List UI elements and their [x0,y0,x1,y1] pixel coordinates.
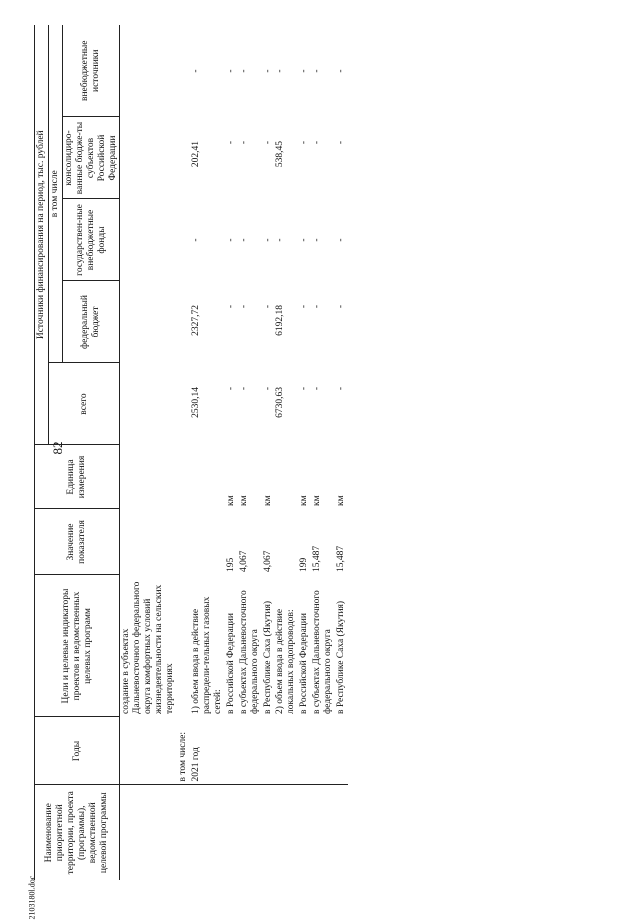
cell-unit [274,445,298,509]
cell-consolidated: - [225,141,236,145]
header-total: всего [48,363,120,445]
cell-year [238,717,262,785]
cell-state: - [299,238,310,242]
header-state-funds: государствен-ные внебюджетные фонды [62,199,120,281]
cell-consolidated: 538,45 [275,141,286,168]
table-row [274,25,298,880]
cell-federal: - [238,305,249,309]
cell-goal: в Российской Федерации [299,613,310,714]
cell-goal: в Республике Саха (Якутия) [262,600,273,714]
cell-consolidated: 202,41 [190,141,201,168]
cell-federal: - [336,305,347,309]
cell-consolidated [177,117,190,199]
cell-name [262,785,275,880]
header-consolidated: консолидиро-ванные бюдже-ты субъектов Российской Федерации [62,117,120,199]
cell-name [311,785,335,880]
cell-state [177,199,190,281]
cell-goal: 2) объем ввода в действие локальных водопроводов: [275,608,297,714]
header-unit: Единица измерения [35,445,120,509]
cell-unit [190,445,225,509]
cell-unit: км [262,495,273,506]
cell-year [225,717,238,785]
cell-total [120,363,177,445]
cell-unit: км [225,495,236,506]
cell-year [120,717,177,785]
cell-name [274,785,298,880]
cell-state: - [336,238,347,242]
cell-value: 4,067 [262,550,273,572]
cell-state: - [275,238,286,242]
cell-goal: в субъектах Дальневосточного федерального округа [238,590,260,714]
landscape-table-container [34,25,604,880]
table-row [238,25,262,880]
cell-extra: - [262,69,273,73]
table-row [177,25,190,880]
cell-federal: 2327,72 [190,305,201,336]
cell-goal [177,575,190,717]
header-value: Значение показателя [35,509,120,575]
header-years: Годы [35,717,120,785]
cell-year [335,717,348,785]
header-sources: Источники финансирования на период, тыс. рублей [35,25,49,445]
cell-name [225,785,238,880]
cell-total: 6730,63 [275,387,286,418]
cell-state [120,199,177,281]
cell-unit: км [312,495,323,506]
cell-value [274,509,298,575]
cell-state: - [238,238,249,242]
cell-total: - [336,387,347,391]
cell-value [177,509,190,575]
cell-value [120,509,177,575]
header-including: в том числе [48,25,62,363]
cell-year: в том числе: [178,731,189,782]
cell-unit [177,445,190,509]
cell-total: - [312,387,323,391]
cell-extra: - [299,69,310,73]
cell-unit: км [336,495,347,506]
cell-federal [177,281,190,363]
header-extrabudget: внебюджетные источники [62,25,120,117]
cell-state: - [262,238,273,242]
cell-consolidated: - [238,141,249,145]
cell-value: 4,067 [238,550,249,572]
cell-value [190,509,225,575]
cell-name [238,785,262,880]
cell-state: - [312,238,323,242]
cell-goal: 1) объем ввода в действие распредели-тельных газовых сетей: [190,596,223,714]
table-row [262,25,275,880]
cell-consolidated: - [336,141,347,145]
cell-value: 15,487 [336,545,347,572]
cell-federal: - [312,305,323,309]
header-goals: Цели и целевые индикаторы проектов и ведомственных целевых программ [35,575,120,717]
cell-consolidated: - [262,141,273,145]
table-body [120,25,348,880]
cell-extra: - [336,69,347,73]
cell-goal: создание в субъектах Дальневосточного федерального округа комфортных условий жизнедеятельности на сельских территориях [121,581,176,714]
cell-name [120,785,177,880]
table-row [225,25,238,880]
cell-goal: в Российской Федерации [225,613,236,714]
cell-federal: - [262,305,273,309]
cell-unit [120,445,177,509]
cell-name [177,785,190,880]
header-federal: федеральный бюджет [62,281,120,363]
cell-extra: - [275,69,286,73]
cell-year: 2021 год [190,747,201,782]
cell-federal: - [299,305,310,309]
table-row [335,25,348,880]
cell-value: 195 [225,557,236,572]
cell-total: - [238,387,249,391]
cell-total: 2530,14 [190,387,201,418]
cell-year [311,717,335,785]
cell-extra: - [312,69,323,73]
cell-goal: в субъектах Дальневосточного федерального округа [312,590,334,714]
financing-table [34,25,348,880]
cell-extra: - [225,69,236,73]
cell-total: - [262,387,273,391]
cell-goal: в Республике Саха (Якутия) [336,600,347,714]
cell-consolidated: - [312,141,323,145]
table-row [120,25,177,880]
header-name: Наименование приоритетной территории, проекта (программы), ведомственной целевой программы [35,785,120,880]
cell-total: - [299,387,310,391]
cell-federal: - [225,305,236,309]
footer-filename: 2103180l.doc [27,875,37,920]
cell-name [335,785,348,880]
cell-state: - [190,238,201,242]
cell-state: - [225,238,236,242]
table-row [298,25,311,880]
cell-unit: км [299,495,310,506]
page-number: 82 [50,441,65,455]
cell-federal [120,281,177,363]
cell-consolidated [120,117,177,199]
cell-extra: - [238,69,249,73]
cell-name [298,785,311,880]
cell-total [177,363,190,445]
cell-federal: 6192,18 [275,305,286,336]
cell-extra [177,25,190,117]
table-row [311,25,335,880]
cell-consolidated: - [299,141,310,145]
cell-extra [120,25,177,117]
cell-value: 15,487 [312,545,323,572]
cell-name [190,785,225,880]
cell-year [298,717,311,785]
cell-value: 199 [299,557,310,572]
table-row [190,25,225,880]
cell-year [274,717,298,785]
cell-total: - [225,387,236,391]
cell-extra: - [190,69,201,73]
cell-unit: км [238,495,249,506]
cell-year [262,717,275,785]
